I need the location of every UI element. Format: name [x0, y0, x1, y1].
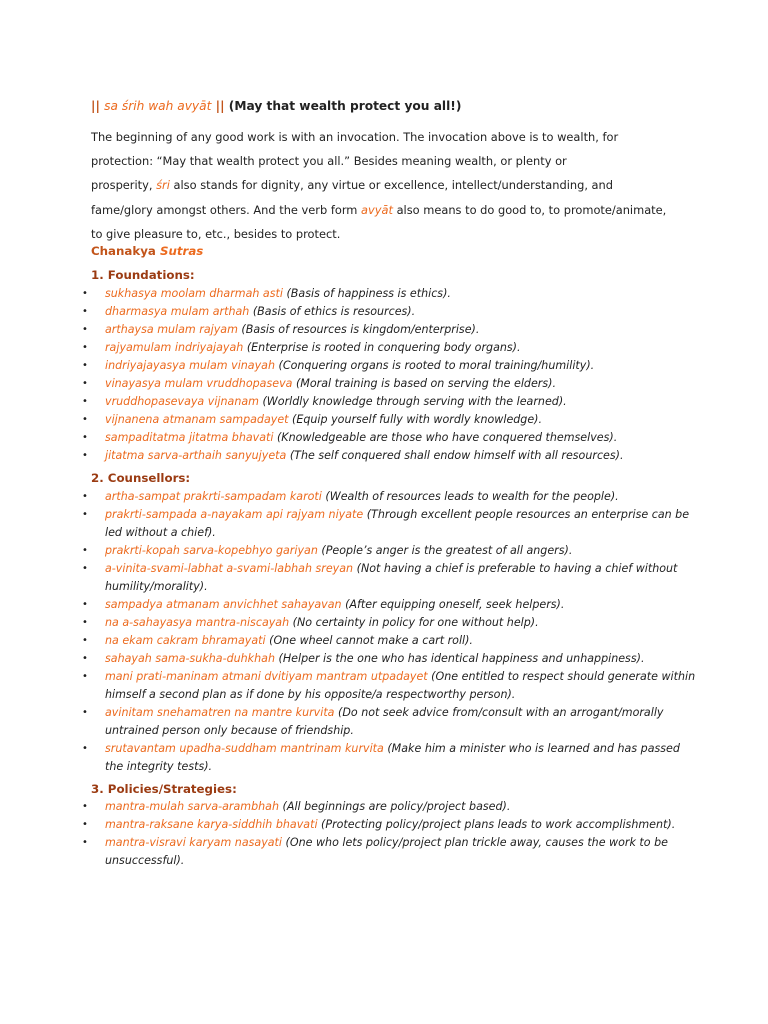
- bullet-icon: •: [82, 396, 88, 407]
- sutra-sanskrit: mantra-raksane karya-siddhih bhavati: [105, 818, 318, 831]
- bullet-icon: •: [82, 509, 88, 520]
- list-item: [0, 650, 768, 668]
- sutra-sanskrit: avinitam snehamatren na mantre kurvita: [105, 706, 335, 719]
- list-item: [0, 488, 768, 506]
- sutra-translation: (All beginnings are policy/project based).: [279, 800, 511, 813]
- bullet-icon: •: [82, 545, 88, 556]
- sutra-sanskrit: vinayasya mulam vruddhopaseva: [105, 377, 293, 390]
- sutra-translation: (One who lets policy/project plan trickle away, causes the work to be unsuccessful).: [105, 836, 668, 867]
- list-item: [0, 740, 768, 776]
- sutra-translation: (Enterprise is rooted in conquering body organs).: [243, 341, 521, 354]
- sutra-sanskrit: srutavantam upadha-suddham mantrinam kurvita: [105, 742, 384, 755]
- section-title-counsellors: 2. Counsellors:: [91, 471, 191, 485]
- bullet-icon: •: [82, 707, 88, 718]
- bullet-icon: •: [82, 563, 88, 574]
- bullet-icon: •: [82, 653, 88, 664]
- policies-list: [0, 798, 768, 870]
- avyat-term: avyāt: [361, 202, 393, 217]
- intro-text: prosperity,: [91, 178, 157, 193]
- bullet-icon: •: [82, 743, 88, 754]
- list-item: [0, 614, 768, 632]
- sutra-sanskrit: artha-sampat prakrti-sampadam karoti: [105, 490, 322, 503]
- sutra-sanskrit: mani prati-maninam atmani dvitiyam mantram utpadayet: [105, 670, 428, 683]
- bullet-icon: •: [82, 819, 88, 830]
- list-item: [0, 429, 768, 447]
- sutra-translation: (Wealth of resources leads to wealth for the people).: [321, 490, 619, 503]
- list-item: [0, 632, 768, 650]
- list-item: [0, 596, 768, 614]
- bullet-icon: •: [82, 617, 88, 628]
- sutra-sanskrit: jitatma sarva-arthaih sanyujyeta: [105, 449, 287, 462]
- list-item: [0, 506, 768, 542]
- intro-text: also stands for dignity, any virtue or excellence, intellect/understanding, and: [169, 178, 613, 193]
- sutra-translation: (One entitled to respect should generate within himself a second plan as if done by his opposite/a respectworthy person).: [105, 670, 696, 701]
- invocation-sanskrit: sa śrih wah avyāt: [104, 99, 212, 113]
- sutra-sanskrit: mantra-mulah sarva-arambhah: [105, 800, 279, 813]
- list-item: [0, 357, 768, 375]
- bullet-icon: •: [82, 378, 88, 389]
- sutra-sanskrit: a-vinita-svami-labhat a-svami-labhah sreyan: [105, 562, 354, 575]
- list-item: [0, 542, 768, 560]
- list-item: [0, 339, 768, 357]
- sutra-sanskrit: vruddhopasevaya vijnanam: [105, 395, 259, 408]
- bullet-icon: •: [82, 635, 88, 646]
- bullet-icon: •: [82, 324, 88, 335]
- intro-text: also means to do good to, to promote/animate,: [392, 202, 667, 217]
- sutra-sanskrit: prakrti-sampada a-nayakam api rajyam niyate: [105, 508, 364, 521]
- chanakya-sutras-title: [91, 244, 203, 258]
- sutra-translation: (After equipping oneself, seek helpers).: [341, 598, 565, 611]
- intro-line: [91, 198, 691, 222]
- section-title-foundations: 1. Foundations:: [91, 268, 195, 282]
- sutra-sanskrit: na a-sahayasya mantra-niscayah: [105, 616, 290, 629]
- sutra-sanskrit: vijnanena atmanam sampadayet: [105, 413, 289, 426]
- sutra-translation: (People’s anger is the greatest of all angers).: [317, 544, 573, 557]
- sutra-translation: (Basis of happiness is ethics).: [282, 287, 451, 300]
- list-item: [0, 303, 768, 321]
- bullet-icon: •: [82, 801, 88, 812]
- sutra-translation: (Make him a minister who is learned and has passed the integrity tests).: [105, 742, 680, 773]
- bullet-icon: •: [82, 360, 88, 371]
- sutra-sanskrit: rajyamulam indriyajayah: [105, 341, 244, 354]
- sutra-translation: (No certainty in policy for one without help).: [289, 616, 539, 629]
- intro-line: protection: “May that wealth protect you all.” Besides meaning wealth, or plenty or: [91, 154, 567, 169]
- sutra-translation: (Equip yourself fully with wordly knowledge).: [288, 413, 543, 426]
- chanakya-word: Chanakya: [91, 244, 156, 258]
- sutras-word: Sutras: [159, 244, 204, 258]
- sutra-sanskrit: sampadya atmanam anvichhet sahayavan: [105, 598, 342, 611]
- invocation-bars-left: ||: [91, 99, 100, 113]
- sutra-sanskrit: sukhasya moolam dharmah asti: [105, 287, 283, 300]
- invocation-heading: [91, 99, 461, 113]
- intro-line: [91, 173, 691, 197]
- sutra-translation: (Protecting policy/project plans leads to work accomplishment).: [317, 818, 676, 831]
- sutra-sanskrit: arthaysa mulam rajyam: [105, 323, 238, 336]
- list-item: [0, 834, 768, 870]
- section-title-policies: 3. Policies/Strategies:: [91, 782, 237, 796]
- bullet-icon: •: [82, 837, 88, 848]
- sutra-translation: (Helper is the one who has identical happiness and unhappiness).: [274, 652, 645, 665]
- sutra-sanskrit: sahayah sama-sukha-duhkhah: [105, 652, 275, 665]
- list-item: [0, 321, 768, 339]
- sutra-translation: (Knowledgeable are those who have conquered themselves).: [273, 431, 618, 444]
- sutra-sanskrit: prakrti-kopah sarva-kopebhyo gariyan: [105, 544, 318, 557]
- sutra-sanskrit: dharmasya mulam arthah: [105, 305, 250, 318]
- bullet-icon: •: [82, 432, 88, 443]
- foundations-list: [0, 285, 768, 465]
- intro-paragraph: [91, 125, 691, 246]
- bullet-icon: •: [82, 306, 88, 317]
- sutra-translation: (One wheel cannot make a cart roll).: [265, 634, 473, 647]
- bullet-icon: •: [82, 671, 88, 682]
- sutra-sanskrit: indriyajayasya mulam vinayah: [105, 359, 275, 372]
- list-item: [0, 375, 768, 393]
- sutra-sanskrit: na ekam cakram bhramayati: [105, 634, 266, 647]
- sutra-translation: (Basis of resources is kingdom/enterprise).: [237, 323, 480, 336]
- sutra-translation: (Worldly knowledge through serving with the learned).: [258, 395, 567, 408]
- sutra-translation: (Moral training is based on serving the elders).: [292, 377, 556, 390]
- bullet-icon: •: [82, 342, 88, 353]
- sri-term: śri: [156, 178, 170, 193]
- sutra-translation: (The self conquered shall endow himself with all resources).: [286, 449, 624, 462]
- list-item: [0, 668, 768, 704]
- bullet-icon: •: [82, 599, 88, 610]
- invocation-bars-right: ||: [215, 99, 225, 113]
- list-item: [0, 411, 768, 429]
- bullet-icon: •: [82, 414, 88, 425]
- sutra-translation: (Not having a chief is preferable to having a chief without humility/morality).: [105, 562, 678, 593]
- sutra-translation: (Conquering organs is rooted to moral training/humility).: [275, 359, 595, 372]
- sutra-translation: (Through excellent people resources an enterprise can be led without a chief).: [105, 508, 690, 539]
- intro-line: The beginning of any good work is with an invocation. The invocation above is to wealth, for: [91, 130, 619, 144]
- sutra-sanskrit: sampaditatma jitatma bhavati: [105, 431, 274, 444]
- intro-text: fame/glory amongst others. And the verb form: [91, 202, 362, 217]
- intro-line: to give pleasure to, etc., besides to protect.: [91, 226, 341, 241]
- bullet-icon: •: [82, 491, 88, 502]
- bullet-icon: •: [82, 288, 88, 299]
- list-item: [0, 798, 768, 816]
- sutra-translation: (Basis of ethics is resources).: [249, 305, 416, 318]
- sutra-translation: (Do not seek advice from/consult with an arrogant/morally untrained person only because of friendship.: [105, 706, 664, 737]
- invocation-translation: (May that wealth protect you all!): [228, 99, 462, 113]
- list-item: [0, 704, 768, 740]
- list-item: [0, 447, 768, 465]
- list-item: [0, 816, 768, 834]
- bullet-icon: •: [82, 450, 88, 461]
- list-item: [0, 560, 768, 596]
- list-item: [0, 285, 768, 303]
- list-item: [0, 393, 768, 411]
- counsellors-list: [0, 488, 768, 776]
- sutra-sanskrit: mantra-visravi karyam nasayati: [105, 836, 282, 849]
